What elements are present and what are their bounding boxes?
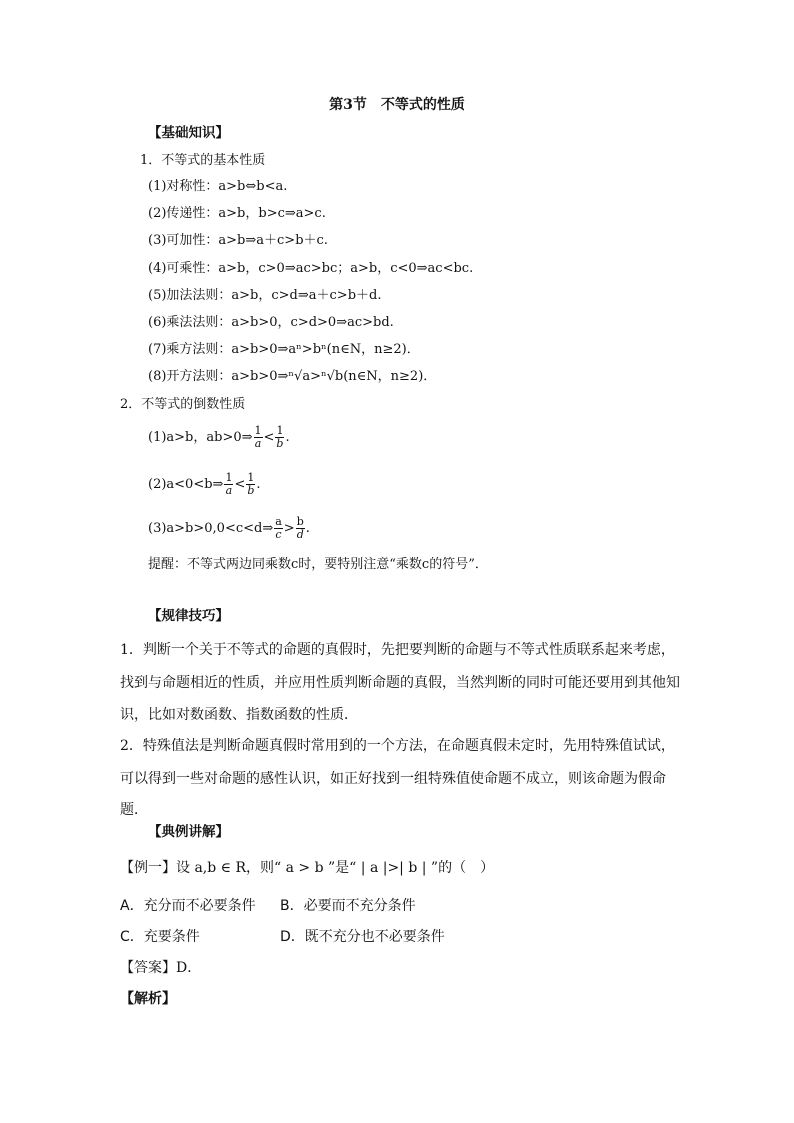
property-3: (3)可加性：a>b⇒a＋c>b＋c. bbox=[148, 233, 328, 248]
reciprocal-property-2: (2)a<0<b⇒ $\frac{1}{a}$ < $\frac{1}{b}$ . bbox=[148, 471, 261, 497]
property-7: (7)乘方法则：a>b>0⇒aⁿ>bⁿ(n∈N，n≥2)． bbox=[148, 342, 420, 357]
property-2: (2)传递性：a>b，b>c⇒a>c. bbox=[148, 206, 326, 221]
fraction-1-over-a: $\frac{1}{a}$ bbox=[225, 471, 233, 497]
reciprocal-property-1: (1)a>b，ab>0⇒ $\frac{1}{a}$ < $\frac{1}{b}$ . bbox=[148, 424, 290, 450]
property-4: (4)可乘性：a>b，c>0⇒ac>bc；a>b，c<0⇒ac<bc. bbox=[148, 261, 474, 276]
reciprocal-3-premise: (3)a>b>0,0<c<d⇒ bbox=[148, 521, 274, 536]
analysis-label: 【解析】 bbox=[120, 991, 176, 1007]
fraction-1-over-b: $\frac{1}{b}$ bbox=[247, 471, 255, 497]
option-d: D．既不充分也不必要条件 bbox=[280, 929, 445, 945]
reminder-note: 提醒：不等式两边同乘数c时，要特别注意“乘数c的符号”． bbox=[148, 557, 488, 572]
property-1: (1)对称性：a>b⇔b<a. bbox=[148, 179, 288, 194]
example-1-question: 【例一】设 a,b ∈ R，则“ a > b ”是“ | a |>| b | ”的（ ） bbox=[120, 860, 495, 876]
tips-line-6: 题． bbox=[120, 802, 148, 818]
fraction-1-over-b: $\frac{1}{b}$ bbox=[276, 424, 284, 450]
heading-basic-knowledge: 【基础知识】 bbox=[148, 125, 229, 141]
reciprocal-2-premise: (2)a<0<b⇒ bbox=[148, 477, 224, 492]
tips-line-1: 1．判断一个关于不等式的命题的真假时，先把要判断的命题与不等式性质联系起来考虑， bbox=[120, 642, 675, 658]
heading-rules-tips: 【规律技巧】 bbox=[148, 608, 229, 624]
option-b: B．必要而不充分条件 bbox=[280, 898, 416, 914]
fraction-b-over-d: $\frac{b}{d}$ bbox=[296, 515, 304, 541]
tips-line-4: 2．特殊值法是判断命题真假时常用到的一个方法，在命题真假未定时，先用特殊值试试， bbox=[120, 738, 675, 754]
tips-line-5: 可以得到一些对命题的感性认识，如正好找到一组特殊值使命题不成立，则该命题为假命 bbox=[120, 771, 666, 787]
option-a: A．充分而不必要条件 bbox=[120, 898, 256, 914]
property-8: (8)开方法则：a>b>0⇒ⁿ√a>ⁿ√b(n∈N，n≥2)． bbox=[148, 369, 437, 384]
property-5: (5)加法法则：a>b，c>d⇒a＋c>b＋d. bbox=[148, 288, 382, 303]
fraction-1-over-a: $\frac{1}{a}$ bbox=[254, 424, 262, 450]
heading-example-lecture: 【典例讲解】 bbox=[148, 824, 229, 840]
item2-title: 2．不等式的倒数性质 bbox=[120, 397, 246, 412]
reciprocal-property-3: (3)a>b>0,0<c<d⇒ $\frac{a}{c}$ > $\frac{b}{d}$ . bbox=[148, 515, 310, 541]
reciprocal-1-premise: (1)a>b，ab>0⇒ bbox=[148, 430, 253, 445]
tips-line-2: 找到与命题相近的性质，并应用性质判断命题的真假，当然判断的同时可能还要用到其他知 bbox=[120, 675, 680, 691]
answer-label: 【答案】D． bbox=[120, 960, 202, 976]
property-6: (6)乘法法则：a>b>0，c>d>0⇒ac>bd. bbox=[148, 315, 394, 330]
page-title: 第3节 不等式的性质 bbox=[329, 97, 465, 113]
option-c: C．充要条件 bbox=[120, 929, 200, 945]
tips-line-3: 识，比如对数函数、指数函数的性质． bbox=[120, 707, 358, 723]
item1-title: 1．不等式的基本性质 bbox=[140, 153, 266, 168]
fraction-a-over-c: $\frac{a}{c}$ bbox=[275, 515, 282, 541]
